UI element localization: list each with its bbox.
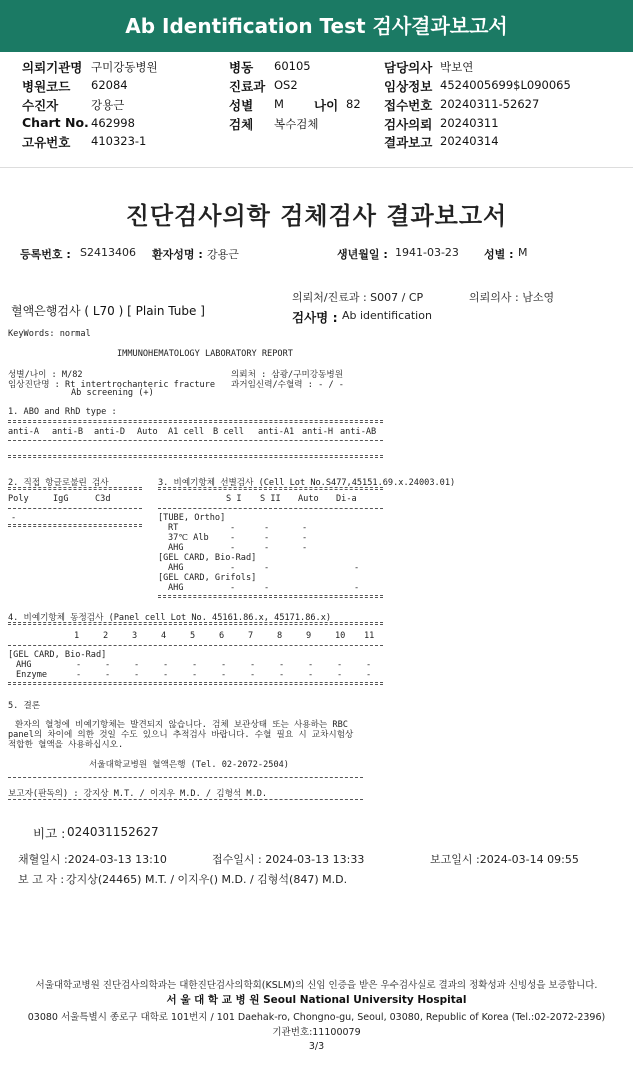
clinical-info-value: 4524005699$L090065 bbox=[440, 78, 571, 92]
divider bbox=[8, 455, 383, 458]
divider bbox=[8, 777, 363, 778]
report-sex-value: M bbox=[518, 246, 528, 259]
sex-label: 성별 bbox=[229, 98, 254, 113]
screen-header-row bbox=[158, 494, 383, 504]
divider bbox=[8, 799, 363, 800]
divider bbox=[158, 508, 383, 509]
lab-sex-age: 성별/나이 : M/82 bbox=[8, 370, 83, 380]
lab-referrer: 의뢰처 : 삼광/구미강동병원 bbox=[231, 370, 344, 380]
screen-row: AHG - - - bbox=[168, 583, 360, 593]
screen-row: RT - - - bbox=[168, 523, 308, 533]
reg-no-value: S2413406 bbox=[80, 246, 136, 259]
lab-reporter: 보고자(판독의) : 강지상 M.T. / 이지우 M.D. / 김형석 M.D. bbox=[8, 789, 268, 799]
reg-no-label: 등록번호 : bbox=[20, 248, 71, 261]
result-date-value: 20240314 bbox=[440, 134, 499, 148]
dob-label: 생년월일 : bbox=[337, 248, 388, 261]
department-label: 진료과 bbox=[229, 79, 266, 94]
dat-header-row bbox=[8, 494, 142, 504]
screen-row: [GEL CARD, Bio-Rad] bbox=[158, 553, 257, 563]
abo-col: anti-A1 bbox=[258, 427, 295, 437]
dob-value: 1941-03-23 bbox=[395, 246, 459, 259]
abo-col: anti-H bbox=[302, 427, 334, 437]
divider bbox=[8, 487, 142, 490]
certification-text: 서울대학교병원 진단검사의학과는 대한진단검사의학회(KSLM)의 신임 인증을 받은 우수검사실로 결과의 정확성과 신빙성을 보증합니다. bbox=[35, 980, 598, 991]
request-date-label: 검사의뢰 bbox=[384, 117, 433, 132]
divider bbox=[158, 487, 383, 490]
chart-no-label: Chart No. bbox=[22, 115, 89, 130]
hospital-code-value: 62084 bbox=[91, 78, 128, 92]
abo-col: A1 cell bbox=[168, 427, 205, 437]
screen-row: 37℃ Alb - - - bbox=[168, 533, 308, 543]
request-date-value: 20240311 bbox=[440, 116, 499, 130]
report-sex-label: 성별 : bbox=[484, 248, 514, 261]
divider bbox=[8, 420, 383, 423]
divider bbox=[8, 622, 383, 625]
doctor-value: 박보연 bbox=[440, 60, 474, 74]
dat-result: - bbox=[11, 513, 17, 523]
dat-col: Poly bbox=[8, 494, 29, 504]
dat-col: C3d bbox=[95, 494, 111, 504]
note-value: 024031152627 bbox=[67, 825, 159, 839]
divider bbox=[8, 682, 383, 685]
receive-time: 접수일시 : 2024-03-13 13:33 bbox=[212, 853, 365, 866]
panel-title: 4. 비예기항체 동정검사 (Panel cell Lot No. 45161.86.x, 45171.86.x) bbox=[8, 613, 332, 623]
dat-col: IgG bbox=[53, 494, 69, 504]
report-time: 보고일시 :2024-03-14 09:55 bbox=[430, 853, 579, 866]
reporter-value: 강지상(24465) M.T. / 이지우() M.D. / 김형석(847) M.D. bbox=[66, 873, 348, 886]
hospital-code-label: 병원코드 bbox=[22, 79, 71, 94]
referring-doctor: 의뢰의사 : 남소영 bbox=[469, 291, 555, 304]
abo-col: anti-AB bbox=[340, 427, 377, 437]
screen-col: S I bbox=[226, 494, 242, 504]
conclusion-line: panel의 차이에 의한 것일 수도 있으니 추적검사 바랍니다. 수혈 필요 시 교차시험상 bbox=[8, 730, 354, 740]
institution-number: 기관번호:11100079 bbox=[272, 1027, 361, 1038]
keywords: KeyWords: normal bbox=[8, 329, 91, 339]
divider bbox=[8, 524, 142, 527]
screen-row: AHG - - - bbox=[168, 543, 308, 553]
age-value: 82 bbox=[346, 97, 361, 111]
panel-row: Enzyme - - - - - - - - - - - bbox=[16, 670, 372, 680]
conclusion-title: 5. 결론 bbox=[8, 701, 41, 711]
abo-title: 1. ABO and RhD type : bbox=[8, 407, 117, 417]
panel-row: AHG - - - - - - - - - - - bbox=[16, 660, 372, 670]
hospital-label: 의뢰기관명 bbox=[22, 60, 83, 75]
panel-group: [GEL CARD, Bio-Rad] bbox=[8, 650, 107, 660]
hospital-name: 서 울 대 학 교 병 원 Seoul National University Hospital bbox=[166, 994, 467, 1006]
note-label: 비고 : bbox=[33, 826, 66, 841]
abo-col: B cell bbox=[213, 427, 245, 437]
document-title: 진단검사의학 검체검사 결과보고서 bbox=[125, 202, 508, 230]
test-name-value: Ab identification bbox=[342, 309, 432, 322]
screen-col: S II bbox=[260, 494, 281, 504]
divider bbox=[8, 508, 142, 509]
receipt-no-label: 접수번호 bbox=[384, 98, 433, 113]
doctor-label: 담당의사 bbox=[384, 60, 433, 75]
divider bbox=[158, 595, 383, 598]
clinical-info-label: 임상정보 bbox=[384, 79, 433, 94]
patient-name-value: 강용근 bbox=[207, 248, 239, 261]
age-label: 나이 bbox=[314, 98, 339, 113]
abo-col: Auto bbox=[137, 427, 158, 437]
conclusion-line: 환자의 혈청에 비예기항체는 발견되지 않습니다. 검체 보관상태 또는 사용하는 RBC bbox=[15, 720, 348, 730]
conclusion-line: 적합한 혈액을 사용하십시오. bbox=[8, 740, 124, 750]
lab-screening: Ab screening (+) bbox=[71, 388, 154, 398]
report-title: Ab Identification Test 검사결과보고서 bbox=[125, 14, 508, 38]
test-name-label: 검사명 : bbox=[292, 310, 338, 325]
screen-row: [GEL CARD, Grifols] bbox=[158, 573, 257, 583]
department-value: OS2 bbox=[274, 78, 298, 92]
hospital-address: 03080 서울특별시 종로구 대학로 101번지 / 101 Daehak-ro, Chongno-gu, Seoul, 03080, Republic of Korea (Tel.:02-2072-2396) bbox=[27, 1012, 606, 1023]
abo-col: anti-A bbox=[8, 427, 40, 437]
screen-col: Di-a bbox=[336, 494, 357, 504]
dept-info: 의뢰처/진료과 : S007 / CP bbox=[292, 291, 424, 304]
hospital-value: 구미강동병원 bbox=[91, 60, 158, 74]
collect-time: 채혈일시 :2024-03-13 13:10 bbox=[18, 853, 167, 866]
reporter-label: 보 고 자 : bbox=[18, 873, 65, 886]
unique-no-value: 410323-1 bbox=[91, 134, 147, 148]
receipt-no-value: 20240311-52627 bbox=[440, 97, 540, 111]
page-number: 3/3 bbox=[308, 1041, 325, 1052]
sex-value: M bbox=[274, 97, 284, 111]
screen-row: AHG - - - bbox=[168, 563, 360, 573]
lab-history: 과거임신력/수혈력 : - / - bbox=[231, 380, 344, 390]
patient-value: 강용근 bbox=[91, 98, 125, 112]
blood-bank: 서울대학교병원 혈액은행 (Tel. 02-2072-2504) bbox=[89, 760, 289, 770]
section-title: 혈액은행검사 ( L70 ) [ Plain Tube ] bbox=[11, 304, 205, 318]
screen-title: 3. 비예기항체 선별검사 (Cell Lot No.S477,45151.69.x.24003.01) bbox=[158, 478, 456, 488]
divider bbox=[8, 645, 383, 646]
lab-heading: IMMUNOHEMATOLOGY LABORATORY REPORT bbox=[117, 349, 293, 359]
screen-row: [TUBE, Ortho] bbox=[158, 513, 226, 523]
panel-header-row: 1 2 3 4 5 6 7 8 9 10 11 bbox=[74, 631, 375, 641]
patient-name-label: 환자성명 : bbox=[152, 248, 203, 261]
abo-col: anti-B bbox=[52, 427, 84, 437]
result-date-label: 결과보고 bbox=[384, 135, 433, 150]
screen-col: Auto bbox=[298, 494, 319, 504]
lab-diagnosis: 임상진단명 : Rt intertrochanteric fracture bbox=[8, 380, 216, 390]
ward-value: 60105 bbox=[274, 59, 311, 73]
specimen-value: 복수검체 bbox=[274, 117, 319, 131]
dat-title: 2. 직접 항글로불린 검사 bbox=[8, 478, 109, 488]
chart-no-value: 462998 bbox=[91, 116, 135, 130]
unique-no-label: 고유번호 bbox=[22, 135, 71, 150]
abo-col: anti-D bbox=[94, 427, 126, 437]
specimen-label: 검체 bbox=[229, 117, 254, 132]
patient-label: 수진자 bbox=[22, 98, 59, 113]
divider bbox=[8, 440, 383, 441]
ward-label: 병동 bbox=[229, 60, 254, 75]
abo-header-row bbox=[8, 427, 383, 437]
